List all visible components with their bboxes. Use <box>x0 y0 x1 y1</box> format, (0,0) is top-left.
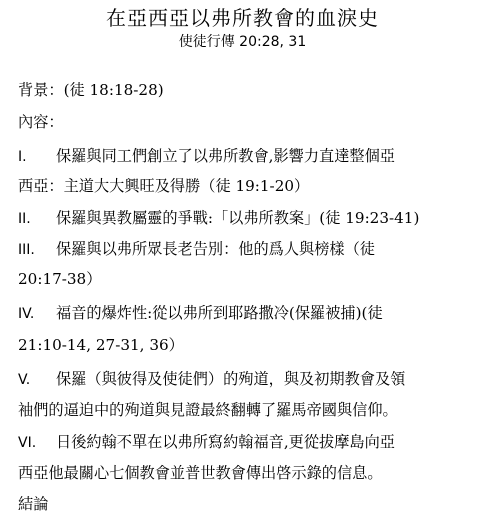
outline-text: 保羅（與彼得及使徒們）的殉道，與及初期教會及領 <box>56 370 406 388</box>
page-title: 在亞西亞以弗所教會的血淚史 <box>106 6 379 30</box>
outline-numeral: VI. <box>18 435 37 451</box>
outline-item-3-continued: 20:17-38） <box>18 270 102 288</box>
outline-text: 日後約翰不單在以弗所寫約翰福音,更從拔摩島向亞 <box>56 433 395 451</box>
outline-numeral: V. <box>18 372 31 388</box>
outline-item-1-continued: 西亞：主道大大興旺及得勝（徒 19:1-20） <box>18 177 310 195</box>
content-label: 內容： <box>18 113 64 131</box>
outline-numeral: IV. <box>18 306 35 322</box>
outline-item-4 <box>18 303 478 324</box>
outline-item-6-continued: 西亞他最關心七個教會並普世教會傳出啓示錄的信息。 <box>18 464 383 482</box>
outline-item-5-continued: 袖們的逼迫中的殉道與見證最終翻轉了羅馬帝國與信仰。 <box>18 401 398 419</box>
outline-item-2 <box>18 208 478 229</box>
background-line: 背景：(徒 18:18-28) <box>18 81 164 99</box>
outline-numeral: III. <box>18 242 35 258</box>
outline-text: 保羅與以弗所眾長老告別：他的爲人與榜樣（徒 <box>56 240 375 258</box>
outline-text: 福音的爆炸性:從以弗所到耶路撒冷(保羅被捕)(徒 <box>56 304 383 322</box>
outline-item-5 <box>18 369 478 390</box>
scripture-reference: 使徒行傳 20:28, 31 <box>178 34 307 50</box>
outline-item-3 <box>18 239 478 260</box>
outline-text: 保羅與同工們創立了以弗所教會,影響力直達整個亞 <box>56 147 395 165</box>
conclusion-label: 結論 <box>18 495 49 513</box>
outline-text: 保羅與異教屬靈的爭戰:「以弗所教案」(徒 19:23-41) <box>56 209 420 227</box>
outline-item-6 <box>18 432 478 453</box>
outline-numeral: I. <box>18 149 27 165</box>
outline-item-4-continued: 21:10-14, 27-31, 36） <box>18 336 184 354</box>
outline-numeral: II. <box>18 211 31 227</box>
outline-item-1 <box>18 146 478 167</box>
